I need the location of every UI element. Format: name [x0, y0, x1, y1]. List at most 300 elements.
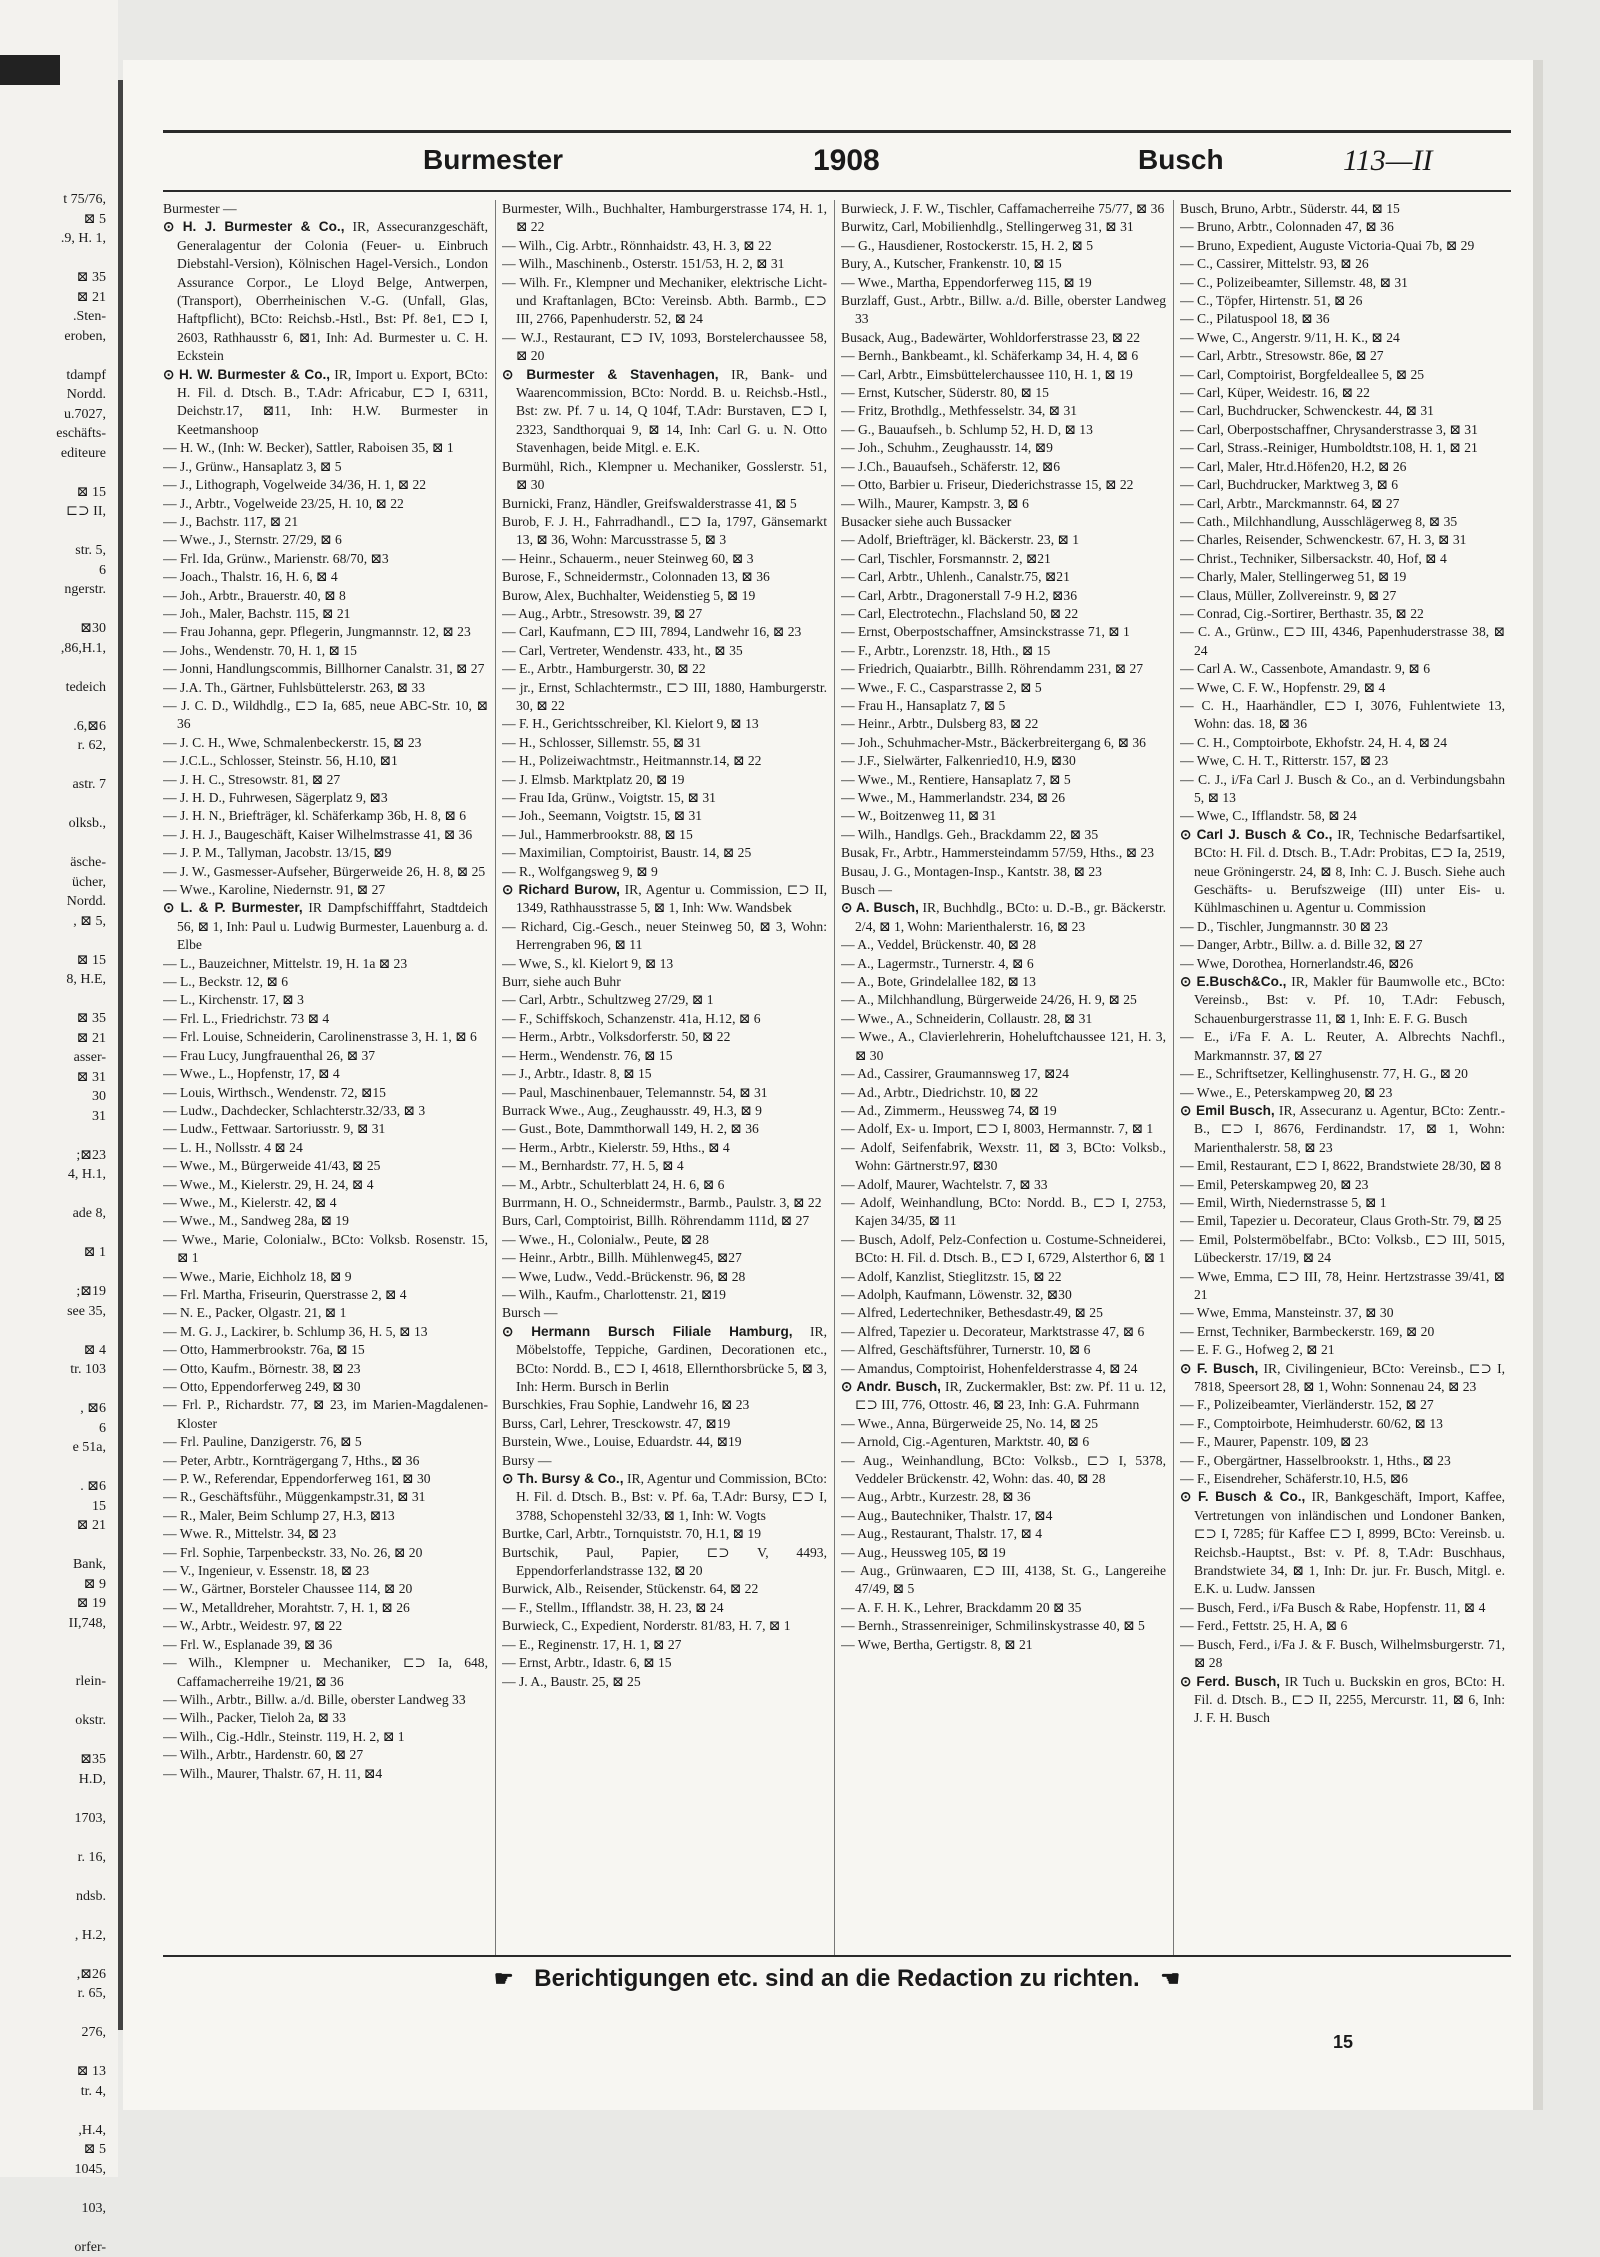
directory-entry — [163, 1562, 488, 1580]
entry-text: — Carl, Arbtr., Marckmannstr. 64, ⊠ 27 — [1180, 496, 1399, 511]
entry-text: — Jonni, Handlungscommis, Billhorner Canalstr. 31, ⊠ 27 — [163, 661, 484, 676]
page-edge — [1533, 60, 1543, 2110]
header-page-number: 113—II — [1343, 144, 1432, 178]
entry-text: — Ferd., Fettstr. 25, H. A, ⊠ 6 — [1180, 1618, 1347, 1633]
entry-text: — Carl, Arbtr., Stresowstr. 86e, ⊠ 27 — [1180, 348, 1384, 363]
entry-text: — J., Grünw., Hansaplatz 3, ⊠ 5 — [163, 459, 342, 474]
entry-text: Burwieck, C., Expedient, Norderstr. 81/83, H. 7, ⊠ 1 — [502, 1618, 791, 1633]
directory-entry — [502, 623, 827, 641]
entry-text: — Paul, Maschinenbauer, Telemannstr. 54, ⊠ 31 — [502, 1085, 768, 1100]
fragment-line: .Sten- — [2, 307, 110, 327]
entry-text: — Aug., Weinhandlung, BCto: Volksb., ⊏⊃ I, 5378, Veddeler Brückenstr. 42, Wohn: das. 40, ⊠ 28 — [841, 1453, 1166, 1486]
directory-entry — [163, 1268, 488, 1286]
directory-entry — [502, 1396, 827, 1414]
directory-entry — [163, 1157, 488, 1175]
directory-entry — [163, 200, 488, 218]
directory-entry — [163, 1341, 488, 1359]
entry-text: — Wwe., Anna, Bürgerweide 25, No. 14, ⊠ 25 — [841, 1416, 1098, 1431]
directory-entry — [502, 568, 827, 586]
directory-entry — [1180, 1304, 1505, 1322]
directory-entry — [163, 1452, 488, 1470]
entry-text: — Joach., Thalstr. 16, H. 6, ⊠ 4 — [163, 569, 338, 584]
directory-entry — [1180, 1084, 1505, 1102]
fragment-line: 1045, — [2, 2160, 110, 2180]
entry-text: — P. W., Referendar, Eppendorferweg 161, ⊠ 30 — [163, 1471, 431, 1486]
entry-text: — Emil, Restaurant, ⊏⊃ I, 8622, Brandstwiete 28/30, ⊠ 8 — [1180, 1158, 1501, 1173]
entry-text: — Frl. L., Friedrichstr. 73 ⊠ 4 — [163, 1011, 329, 1026]
entry-text: — Carl, Arbtr., Schultzweg 27/29, ⊠ 1 — [502, 992, 714, 1007]
fragment-line: , ⊠6 — [2, 1399, 110, 1419]
entry-text: — Aug., Restaurant, Thalstr. 17, ⊠ 4 — [841, 1526, 1042, 1541]
directory-entry — [163, 1765, 488, 1783]
firm-name: ⊙ E.Busch&Co., — [1180, 974, 1286, 989]
fragment-line — [2, 1536, 110, 1556]
entry-text: — Carl, Comptoirist, Borgfeldeallee 5, ⊠ 25 — [1180, 367, 1424, 382]
directory-entry — [163, 1507, 488, 1525]
directory-entry — [502, 1010, 827, 1028]
entry-text: — R., Maler, Beim Schlump 27, H.3, ⊠13 — [163, 1508, 395, 1523]
directory-entry — [163, 531, 488, 549]
fragment-line: ⊠ 5 — [2, 2140, 110, 2160]
entry-text: — Wwe., J., Sternstr. 27/29, ⊠ 6 — [163, 532, 342, 547]
entry-text: — Gust., Bote, Dammthorwall 149, H. 2, ⊠ 36 — [502, 1121, 759, 1136]
firm-name: ⊙ H. J. Burmester & Co., — [163, 219, 344, 234]
entry-text: — W., Boitzenweg 11, ⊠ 31 — [841, 808, 996, 823]
entry-text: Burwieck, J. F. W., Tischler, Caffamacherreihe 75/77, ⊠ 36 — [841, 201, 1164, 216]
directory-entry — [1180, 679, 1505, 697]
directory-entry — [163, 660, 488, 678]
fragment-line: asser- — [2, 1048, 110, 1068]
entry-text: — D., Tischler, Jungmannstr. 30 ⊠ 23 — [1180, 919, 1388, 934]
fragment-line: Nordd. — [2, 892, 110, 912]
directory-entry — [841, 384, 1166, 402]
entry-text: — Wilh., Cig.-Hdlr., Steinstr. 119, H. 2, ⊠ 1 — [163, 1729, 405, 1744]
entry-text: — Wwe, Emma, ⊏⊃ III, 78, Heinr. Hertzstrasse 39/41, ⊠ 21 — [1180, 1269, 1505, 1302]
entry-text: — J. C. D., Wildhdlg., ⊏⊃ Ia, 685, neue ABC-Str. 10, ⊠ 36 — [163, 698, 488, 731]
entry-text: — Joh., Arbtr., Brauerstr. 40, ⊠ 8 — [163, 588, 346, 603]
column-divider — [834, 200, 835, 1955]
directory-entry — [1180, 310, 1505, 328]
entry-text: — Wwe., Martha, Eppendorferweg 115, ⊠ 19 — [841, 275, 1092, 290]
firm-name: ⊙ Emil Busch, — [1180, 1103, 1275, 1118]
directory-entry — [841, 402, 1166, 420]
fragment-line — [2, 1789, 110, 1809]
directory-entry — [1180, 255, 1505, 273]
entry-text: — Heinr., Schauerm., neuer Steinweg 60, ⊠ 3 — [502, 551, 754, 566]
directory-entry — [841, 844, 1166, 862]
entry-text: — Frl. W., Esplanade 39, ⊠ 36 — [163, 1637, 332, 1652]
directory-entry — [841, 218, 1166, 236]
directory-entry — [1180, 402, 1505, 420]
directory-entry — [502, 1673, 827, 1691]
directory-entry — [502, 1286, 827, 1304]
directory-entry — [163, 1212, 488, 1230]
directory-entry — [841, 1562, 1166, 1599]
entry-text: — H., Schlosser, Sillemstr. 55, ⊠ 31 — [502, 735, 701, 750]
previous-page-fragment — [2, 190, 110, 2257]
entry-text: — F., Polizeibeamter, Vierländerstr. 152, ⊠ 27 — [1180, 1397, 1434, 1412]
directory-entry — [163, 1378, 488, 1396]
directory-entry — [163, 623, 488, 641]
directory-entry — [841, 476, 1166, 494]
column-1 — [163, 200, 488, 1955]
fragment-line: eroben, — [2, 327, 110, 347]
directory-entry — [1180, 292, 1505, 310]
entry-text: — Frl. Sophie, Tarpenbeckstr. 33, No. 26, ⊠ 20 — [163, 1545, 422, 1560]
directory-entry — [502, 274, 827, 329]
directory-entry — [163, 1231, 488, 1268]
entry-text: — E., Schriftsetzer, Kellinghusenstr. 77, H. G., ⊠ 20 — [1180, 1066, 1468, 1081]
directory-entry — [841, 366, 1166, 384]
directory-entry — [1180, 218, 1505, 236]
entry-text: — Maximilian, Comptoirist, Baustr. 14, ⊠ 25 — [502, 845, 751, 860]
directory-entry — [163, 1084, 488, 1102]
fragment-line: tr. 103 — [2, 1360, 110, 1380]
directory-entry — [1180, 495, 1505, 513]
entry-text: — Herm., Wendenstr. 76, ⊠ 15 — [502, 1048, 673, 1063]
directory-entry — [502, 1065, 827, 1083]
directory-entry — [841, 771, 1166, 789]
entry-text: — F., Schiffskoch, Schanzenstr. 41a, H.12, ⊠ 6 — [502, 1011, 761, 1026]
entry-text: — J., Bachstr. 117, ⊠ 21 — [163, 514, 298, 529]
directory-entry — [163, 771, 488, 789]
directory-entry — [163, 844, 488, 862]
directory-entry — [163, 1139, 488, 1157]
fragment-line: .9, H. 1, — [2, 229, 110, 249]
directory-entry — [502, 1176, 827, 1194]
fragment-line: 15 — [2, 1497, 110, 1517]
fragment-line: .6,⊠6 — [2, 717, 110, 737]
directory-entry — [841, 863, 1166, 881]
entry-text: — Wwe, C., Ifflandstr. 58, ⊠ 24 — [1180, 808, 1357, 823]
directory-entry — [163, 1304, 488, 1322]
pointing-hand-icon: ☚ — [1160, 1966, 1180, 1992]
column-divider — [495, 200, 496, 1955]
entry-text: IR Dampfschifffahrt, Stadtdeich 56, ⊠ 1, Inh: Paul u. Ludwig Burmester, Lauenburg a. d. Elbe — [177, 900, 488, 952]
entry-text: — L. H., Nollsstr. 4 ⊠ 24 — [163, 1140, 303, 1155]
entry-text: — R., Geschäftsführ., Müggenkampstr.31, ⊠ 31 — [163, 1489, 425, 1504]
directory-entry — [841, 623, 1166, 641]
directory-entry — [841, 1176, 1166, 1194]
directory-entry — [163, 1010, 488, 1028]
entry-text: — Frau Lucy, Jungfrauenthal 26, ⊠ 37 — [163, 1048, 375, 1063]
entry-text: — Wwe, S., kl. Kielort 9, ⊠ 13 — [502, 956, 673, 971]
entry-text: — Ernst, Techniker, Barmbeckerstr. 169, ⊠ 20 — [1180, 1324, 1434, 1339]
fragment-line — [2, 346, 110, 366]
directory-entry — [163, 1433, 488, 1451]
entry-text: IR, Buchhdlg., BCto: u. D.-B., gr. Bäckerstr. 2/4, ⊠ 1, Wohn: Marienthalerstr. 16, ⊠ 23 — [855, 900, 1166, 933]
fragment-line: 6 — [2, 561, 110, 581]
directory-entry — [1180, 1231, 1505, 1268]
entry-text: — Claus, Müller, Zollvereinstr. 9, ⊠ 27 — [1180, 588, 1396, 603]
entry-text: IR, Assecuranz u. Agentur, BCto: Zentr.-B., ⊏⊃ I, 8676, Ferdinandstr. 17, ⊠ 1, Wohn: Marienthalerstr. 58, ⊠ 23 — [1194, 1103, 1505, 1155]
entry-text: — Wwe., M., Bürgerweide 41/43, ⊠ 25 — [163, 1158, 380, 1173]
entry-text: — Wwe., M., Sandweg 28a, ⊠ 19 — [163, 1213, 349, 1228]
fragment-line — [2, 2004, 110, 2024]
entry-text: — Heinr., Arbtr., Billh. Mühlenweg45, ⊠27 — [502, 1250, 742, 1265]
firm-entry — [1180, 1102, 1505, 1157]
entry-text: — C., Pilatuspool 18, ⊠ 36 — [1180, 311, 1330, 326]
entry-text: — A., Bote, Grindelallee 182, ⊠ 13 — [841, 974, 1036, 989]
directory-entry — [1180, 1176, 1505, 1194]
fragment-line: r. 62, — [2, 736, 110, 756]
directory-entry — [1180, 237, 1505, 255]
entry-text: — Wwe., H., Colonialw., Peute, ⊠ 28 — [502, 1232, 709, 1247]
directory-entry — [163, 1746, 488, 1764]
entry-text: — Wwe., Marie, Colonialw., BCto: Volksb. Rosenstr. 15, ⊠ 1 — [163, 1232, 488, 1265]
entry-text: — Frau Ida, Grünw., Voigtstr. 15, ⊠ 31 — [502, 790, 716, 805]
directory-entry — [502, 1415, 827, 1433]
directory-entry — [502, 1636, 827, 1654]
entry-text: — Carl, Küper, Weidestr. 16, ⊠ 22 — [1180, 385, 1370, 400]
entry-text: — G., Hausdiener, Rostockerstr. 15, H. 2, ⊠ 5 — [841, 238, 1093, 253]
entry-text: — F., Comptoirbote, Heimhuderstr. 60/62, ⊠ 13 — [1180, 1416, 1443, 1431]
directory-entry — [1180, 366, 1505, 384]
directory-entry — [163, 1047, 488, 1065]
directory-entry — [502, 458, 827, 495]
entry-text: — Richard, Cig.-Gesch., neuer Steinweg 50, ⊠ 3, Wohn: Herrengraben 96, ⊠ 11 — [502, 919, 827, 952]
directory-entry — [841, 1194, 1166, 1231]
entry-text: — Carl, Maler, Htr.d.Höfen20, H.2, ⊠ 26 — [1180, 459, 1406, 474]
fragment-line: ⊠ 5 — [2, 210, 110, 230]
entry-text: — W., Metalldreher, Morahtstr. 7, H. 1, ⊠ 26 — [163, 1600, 410, 1615]
directory-entry — [841, 679, 1166, 697]
fragment-line — [2, 249, 110, 269]
entry-text: — Wilh., Arbtr., Billw. a./d. Bille, oberster Landweg 33 — [163, 1692, 466, 1707]
entry-text: — Bruno, Arbtr., Colonnaden 47, ⊠ 36 — [1180, 219, 1394, 234]
directory-entry — [163, 642, 488, 660]
fragment-line: olksb., — [2, 814, 110, 834]
directory-entry — [1180, 1194, 1505, 1212]
fragment-line: astr. 7 — [2, 775, 110, 795]
entry-text: — Carl, Arbtr., Uhlenh., Canalstr.75, ⊠21 — [841, 569, 1070, 584]
directory-entry — [841, 1139, 1166, 1176]
entry-text: IR, Möbelstoffe, Teppiche, Gardinen, Decorationen etc., BCto: Nordd. B., ⊏⊃ I, 4618, Ellernthorsbrücke 5, ⊠ 3, Inh: Herm. Bursch in Berlin — [516, 1324, 827, 1394]
directory-entry — [1180, 274, 1505, 292]
fragment-line — [2, 697, 110, 717]
entry-text: Bursy — — [502, 1453, 551, 1468]
entry-text: — J. Elmsb. Marktplatz 20, ⊠ 19 — [502, 772, 684, 787]
entry-text: — L., Beckstr. 12, ⊠ 6 — [163, 974, 288, 989]
directory-entry — [1180, 1636, 1505, 1673]
directory-entry — [163, 1599, 488, 1617]
fragment-line: ⊠ 19 — [2, 1594, 110, 1614]
entry-text: Busacker siehe auch Bussacker — [841, 514, 1011, 529]
entry-text: — Joh., Seemann, Voigtstr. 15, ⊠ 31 — [502, 808, 702, 823]
fragment-line — [2, 1945, 110, 1965]
entry-text: — Aug., Grünwaaren, ⊏⊃ III, 4138, St. G., Langereihe 47/49, ⊠ 5 — [841, 1563, 1166, 1596]
entry-text: — Charles, Reisender, Schwenckestr. 67, H. 3, ⊠ 31 — [1180, 532, 1466, 547]
entry-text: — J. H. N., Briefträger, kl. Schäferkamp 36b, H. 8, ⊠ 6 — [163, 808, 466, 823]
directory-entry — [841, 991, 1166, 1009]
directory-entry — [841, 605, 1166, 623]
fragment-line: H.D, — [2, 1770, 110, 1790]
entry-text: — Emil, Tapezier u. Decorateur, Claus Groth-Str. 79, ⊠ 25 — [1180, 1213, 1501, 1228]
entry-text: — C. H., Comptoirbote, Ekhofstr. 24, H. 4, ⊠ 24 — [1180, 735, 1447, 750]
entry-text: — Carl, Kaufmann, ⊏⊃ III, 7894, Landwehr 16, ⊠ 23 — [502, 624, 801, 639]
entry-text: — Busch, Ferd., i/Fa J. & F. Busch, Wilhelmsburgerstr. 71, ⊠ 28 — [1180, 1637, 1505, 1670]
entry-text: — Ernst, Arbtr., Idastr. 6, ⊠ 15 — [502, 1655, 672, 1670]
fragment-line: tedeich — [2, 678, 110, 698]
entry-text: — Carl, Arbtr., Dragonerstall 7-9 H.2, ⊠36 — [841, 588, 1077, 603]
entry-text: — F. H., Gerichtsschreiber, Kl. Kielort 9, ⊠ 13 — [502, 716, 759, 731]
directory-entry — [1180, 807, 1505, 825]
directory-entry — [502, 1580, 827, 1598]
fragment-line: rlein- — [2, 1672, 110, 1692]
fragment-line: t 75/76, — [2, 190, 110, 210]
fragment-line — [2, 834, 110, 854]
directory-entry — [1180, 734, 1505, 752]
entry-text: — Wilh., Arbtr., Hardenstr. 60, ⊠ 27 — [163, 1747, 363, 1762]
directory-entry — [502, 513, 827, 550]
directory-entry — [163, 568, 488, 586]
entry-text: — Danger, Arbtr., Billw. a. d. Bille 32, ⊠ 27 — [1180, 937, 1423, 952]
directory-entry — [1180, 550, 1505, 568]
header-year: 1908 — [813, 144, 880, 178]
directory-entry — [1180, 918, 1505, 936]
directory-entry — [163, 1120, 488, 1138]
directory-entry — [841, 1010, 1166, 1028]
directory-entry — [502, 826, 827, 844]
fragment-line — [2, 1906, 110, 1926]
entry-text: Burzlaff, Gust., Arbtr., Billw. a./d. Bille, oberster Landweg 33 — [841, 293, 1166, 326]
entry-text: — Wilh., Handlgs. Geh., Brackdamm 22, ⊠ 35 — [841, 827, 1098, 842]
entry-text: — Wwe, C. H. T., Ritterstr. 157, ⊠ 23 — [1180, 753, 1388, 768]
directory-entry — [502, 1304, 827, 1322]
firm-entry — [841, 899, 1166, 936]
directory-entry — [163, 679, 488, 697]
directory-entry — [163, 605, 488, 623]
sheet-number: 15 — [1333, 2032, 1353, 2053]
entry-text: — J.C.L., Schlosser, Steinstr. 56, H.10, ⊠1 — [163, 753, 398, 768]
entry-text: — F., Obergärtner, Hasselbrookstr. 1, Hths., ⊠ 23 — [1180, 1453, 1451, 1468]
directory-entry — [1180, 384, 1505, 402]
entry-text: — A. F. H. K., Lehrer, Brackdamm 20 ⊠ 35 — [841, 1600, 1081, 1615]
fragment-line: ⊠ 1 — [2, 1243, 110, 1263]
entry-text: Busch, Bruno, Arbtr., Süderstr. 44, ⊠ 15 — [1180, 201, 1400, 216]
directory-entry — [841, 1323, 1166, 1341]
directory-entry — [502, 660, 827, 678]
entry-text: — C. A., Grünw., ⊏⊃ III, 4346, Papenhuderstrasse 38, ⊠ 24 — [1180, 624, 1505, 657]
fragment-line — [2, 1867, 110, 1887]
directory-entry — [163, 1176, 488, 1194]
entry-text: — J. P. M., Tallyman, Jacobstr. 13/15, ⊠9 — [163, 845, 391, 860]
entry-text: — J.A. Th., Gärtner, Fuhlsbüttelerstr. 263, ⊠ 33 — [163, 680, 425, 695]
fragment-line: ,86,H.1, — [2, 639, 110, 659]
entry-text: — Ernst, Kutscher, Süderstr. 80, ⊠ 15 — [841, 385, 1049, 400]
entry-text: — Frl. Pauline, Danzigerstr. 76, ⊠ 5 — [163, 1434, 362, 1449]
column-3 — [841, 200, 1166, 1955]
fragment-line: 30 — [2, 1087, 110, 1107]
directory-entry — [841, 789, 1166, 807]
directory-entry — [1180, 623, 1505, 660]
entry-text: — A., Milchhandlung, Bürgerweide 24/26, H. 9, ⊠ 25 — [841, 992, 1137, 1007]
directory-entry — [502, 715, 827, 733]
entry-text: — Wwe., M., Hammerlandstr. 234, ⊠ 26 — [841, 790, 1065, 805]
directory-entry — [1180, 1268, 1505, 1305]
fragment-line: , ⊠ 5, — [2, 912, 110, 932]
entry-text: — W., Gärtner, Borsteler Chaussee 114, ⊠ 20 — [163, 1581, 412, 1596]
fragment-line — [2, 600, 110, 620]
directory-entry — [1180, 200, 1505, 218]
entry-text: — Wwe., F. C., Casparstrasse 2, ⊠ 5 — [841, 680, 1042, 695]
directory-entry — [502, 1544, 827, 1581]
directory-entry — [1180, 752, 1505, 770]
entry-text: — Busch, Ferd., i/Fa Busch & Rabe, Hopfenstr. 11, ⊠ 4 — [1180, 1600, 1485, 1615]
directory-entry — [841, 973, 1166, 991]
directory-entry — [502, 1599, 827, 1617]
entry-text: — Wwe, Emma, Mansteinstr. 37, ⊠ 30 — [1180, 1305, 1394, 1320]
entry-text: Burtke, Carl, Arbtr., Tornquiststr. 70, H.1, ⊠ 19 — [502, 1526, 761, 1541]
entry-text: — Frl. P., Richardstr. 77, ⊠ 23, im Marien-Magdalenen-Kloster — [163, 1397, 488, 1430]
fragment-line: ndsb. — [2, 1887, 110, 1907]
entry-text: Burschkies, Frau Sophie, Landwehr 16, ⊠ 23 — [502, 1397, 749, 1412]
entry-text: Busak, Fr., Arbtr., Hammersteindamm 57/59, Hths., ⊠ 23 — [841, 845, 1154, 860]
firm-entry — [502, 1470, 827, 1525]
directory-entry — [841, 1617, 1166, 1635]
directory-entry — [1180, 1599, 1505, 1617]
fragment-line: ⊏⊃ II, — [2, 502, 110, 522]
fragment-line: r. 65, — [2, 1984, 110, 2004]
entry-text: — Aug., Heussweg 105, ⊠ 19 — [841, 1545, 1006, 1560]
firm-entry — [163, 366, 488, 440]
firm-entry — [163, 899, 488, 954]
fragment-line: 8, H.E, — [2, 970, 110, 990]
entry-text: — Frau H., Hansaplatz 7, ⊠ 5 — [841, 698, 1005, 713]
directory-entry — [841, 1286, 1166, 1304]
fragment-line: ,H.4, — [2, 2121, 110, 2141]
directory-entry — [1180, 531, 1505, 549]
running-header — [163, 140, 1511, 190]
previous-page-strip — [0, 0, 118, 2177]
directory-entry — [502, 1452, 827, 1470]
directory-entry — [1180, 458, 1505, 476]
directory-entry — [163, 587, 488, 605]
directory-entry — [502, 1654, 827, 1672]
entry-text: IR, Bank- und Waarencommission, BCto: Nordd. B. u. Reichsb.-Hstl., Bst: zw. Pf. 7 u. 14, Q 104f, T.Adr: Burstaven, ⊏⊃ I, 2323, Sandthorquai 9, ⊠ 14, Inh: Carl G. u. N. Otto Stavenhagen, beide Mitgl. e. E.K. — [516, 367, 827, 456]
entry-text: Burrmann, H. O., Schneidermstr., Barmb., Paulstr. 3, ⊠ 22 — [502, 1195, 822, 1210]
entry-text: IR, Makler für Baumwolle etc., BCto: Vereinsb., Bst: v. Pf. 10, T.Adr: Febusch, Schauenburgerstrasse 11, ⊠ 1, Inh: E. F. G. Busch — [1194, 974, 1505, 1026]
directory-entry — [163, 1709, 488, 1727]
firm-entry — [163, 218, 488, 365]
directory-entry — [841, 531, 1166, 549]
entry-text: — Wwe., E., Peterskampweg 20, ⊠ 23 — [1180, 1085, 1392, 1100]
directory-entry — [841, 329, 1166, 347]
directory-entry — [502, 1120, 827, 1138]
footer-notice — [163, 1965, 1511, 1993]
entry-text: — M., Bernhardstr. 77, H. 5, ⊠ 4 — [502, 1158, 684, 1173]
directory-entry — [163, 1488, 488, 1506]
directory-entry — [841, 807, 1166, 825]
firm-entry — [502, 366, 827, 458]
fragment-line: tr. 4, — [2, 2082, 110, 2102]
directory-entry — [1180, 605, 1505, 623]
directory-entry — [502, 642, 827, 660]
directory-entry — [163, 752, 488, 770]
firm-name: ⊙ Hermann Bursch Filiale Hamburg, — [502, 1324, 793, 1339]
entry-text: — Herm., Arbtr., Kielerstr. 59, Hths., ⊠ 4 — [502, 1140, 730, 1155]
entry-text: — Aug., Arbtr., Kurzestr. 28, ⊠ 36 — [841, 1489, 1031, 1504]
entry-text: — Ad., Cassirer, Graumannsweg 17, ⊠24 — [841, 1066, 1069, 1081]
directory-entry — [163, 1396, 488, 1433]
entry-text: — Bernh., Bankbeamt., kl. Schäferkamp 34, H. 4, ⊠ 6 — [841, 348, 1138, 363]
fragment-line — [2, 1458, 110, 1478]
fragment-line: 31 — [2, 1107, 110, 1127]
directory-entry — [1180, 1157, 1505, 1175]
directory-entry — [841, 936, 1166, 954]
fragment-line: ;⊠19 — [2, 1282, 110, 1302]
entry-text: — Emil, Peterskampweg 20, ⊠ 23 — [1180, 1177, 1368, 1192]
